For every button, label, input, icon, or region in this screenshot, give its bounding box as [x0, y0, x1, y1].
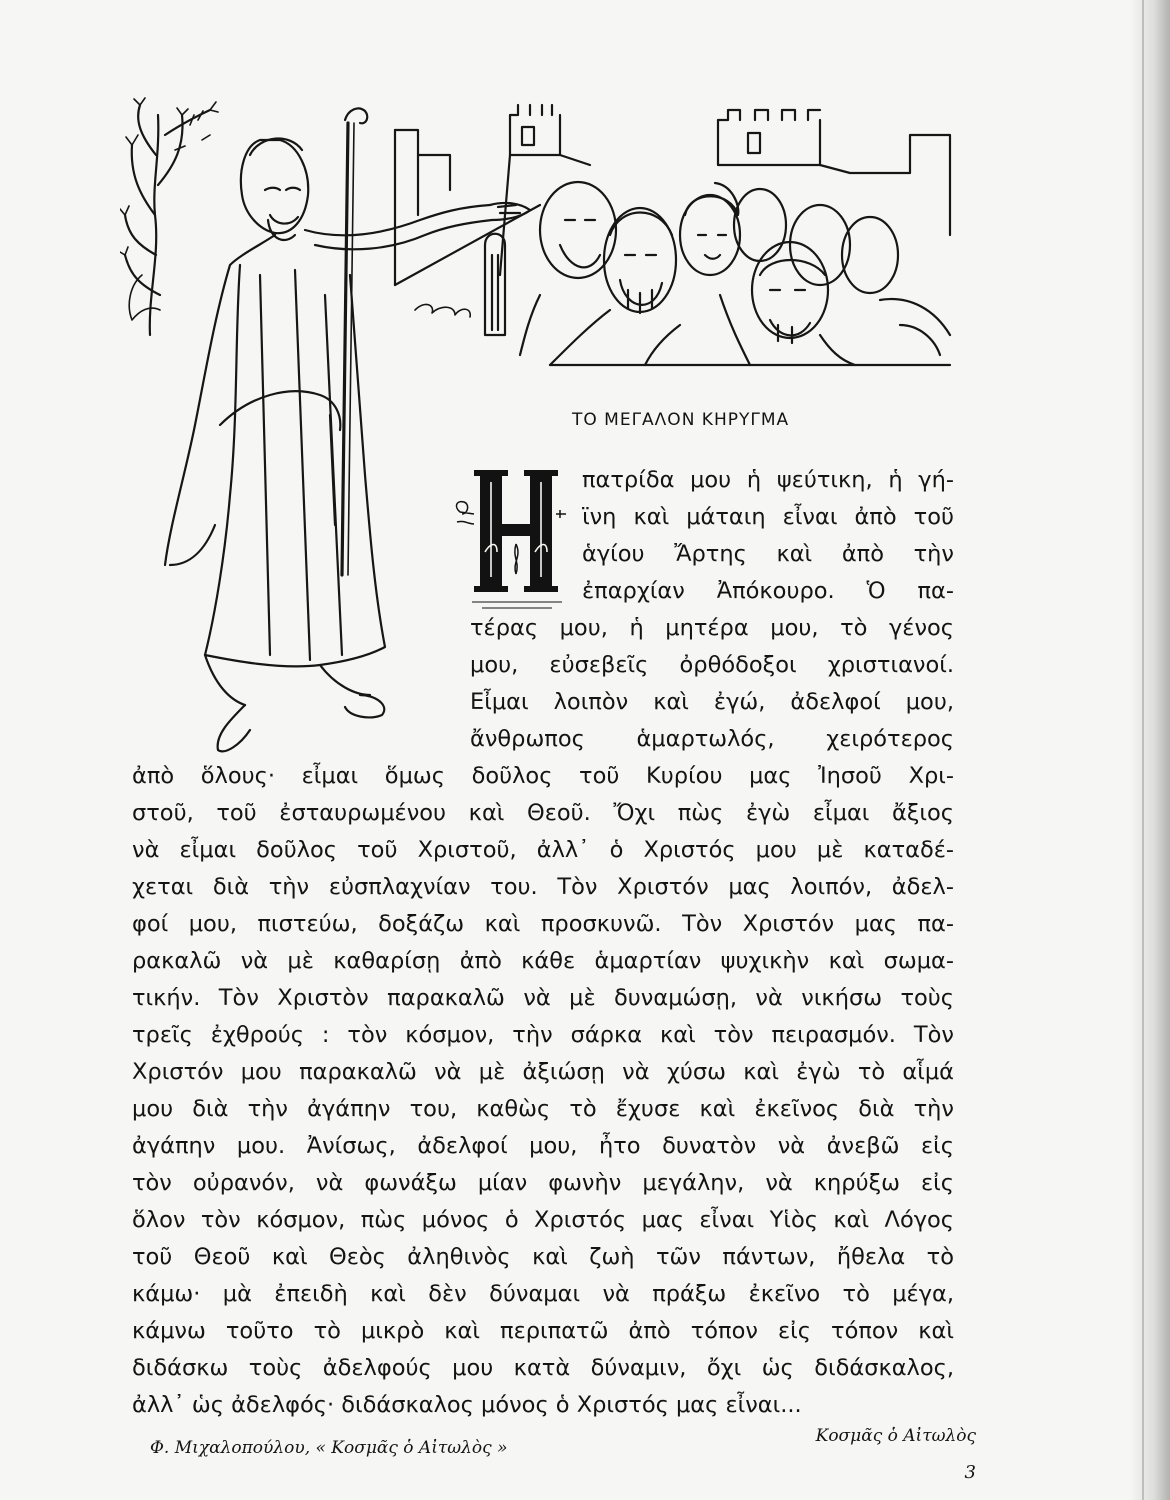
text-line: χεται διὰ τὴν εὐσπλαχνίαν του. Τὸν Χριστόν μας λοιπόν, ἀδελ-	[132, 874, 954, 900]
text-line: κάμω· μὰ ἐπειδὴ καὶ δὲν δύναμαι νὰ πράξω ἐκεῖνο τὸ μέγα,	[132, 1281, 954, 1307]
drop-cap-ornament	[452, 462, 572, 622]
tree-drawing	[120, 98, 218, 335]
text-line: τοῦ Θεοῦ καὶ Θεὸς ἀληθινὸς καὶ ζωὴ τῶν πάντων, ἤθελα τὸ	[132, 1244, 954, 1270]
text-line: Εἶμαι λοιπὸν καὶ ἐγώ, ἀδελφοί μου,	[470, 689, 954, 715]
text-line: στοῦ, τοῦ ἐσταυρωμένου καὶ Θεοῦ. Ὄχι πὼς ἐγὼ εἶμαι ἄξιος	[132, 800, 954, 826]
text-line: διδάσκω τοὺς ἀδελφούς μου κατὰ δύναμιν, ὄχι ὡς διδάσκαλος,	[132, 1355, 954, 1381]
page-number: 3	[964, 1462, 976, 1483]
text-line: τρεῖς ἐχθρούς : τὸν κόσμον, τὴν σάρκα καὶ τὸν πειρασμόν. Τὸν	[132, 1022, 954, 1048]
text-line: ρακαλῶ νὰ μὲ καθαρίσῃ ἀπὸ κάθε ἁμαρτίαν ψυχικὴν καὶ σωμα-	[132, 948, 954, 974]
text-line: ἐπαρχίαν Ἀπόκουρο. Ὁ πα-	[582, 578, 954, 604]
text-line: μου, εὐσεβεῖς ὀρθόδοξοι χριστιανοί.	[470, 652, 954, 678]
text-line: ἀλλ᾽ ὡς ἀδελφός· διδάσκαλος μόνος ὁ Χριστός μας εἶναι...	[132, 1392, 802, 1418]
crowd-drawing	[520, 182, 950, 365]
text-line: ὅλον τὸν κόσμον, πὼς μόνος ὁ Χριστός μας εἶναι Υἱὸς καὶ Λόγος	[132, 1207, 954, 1233]
source-caption: Φ. Μιχαλοπούλου, « Κοσμᾶς ὁ Αἰτωλὸς »	[150, 1438, 508, 1458]
text-line: ϊνη καὶ μάταιη εἶναι ἀπὸ τοῦ	[582, 504, 954, 530]
flourish-ornament	[415, 304, 470, 317]
text-line: τικήν. Τὸν Χριστὸν παρακαλῶ νὰ μὲ δυναμώσῃ, νὰ νικήσω τοὺς	[132, 985, 954, 1011]
article-title: ΤΟ ΜΕΓΑΛΟΝ ΚΗΡΥΓΜΑ	[572, 410, 790, 430]
page-gutter-shadow	[1130, 0, 1170, 1500]
text-line: πατρίδα μου ἡ ψεύτικη, ἡ γή-	[582, 467, 954, 493]
text-line: μου διὰ τὴν ἀγάπην του, καθὼς τὸ ἔχυσε καὶ ἐκεῖνος διὰ τὴν	[132, 1096, 954, 1122]
text-line: ἀγάπην μου. Ἀνίσως, ἀδελφοί μου, ἦτο δυνατὸν νὰ ἀνεβῶ εἰς	[132, 1133, 954, 1159]
text-line: κάμνω τοῦτο τὸ μικρὸ καὶ περιπατῶ ἀπὸ τόπον εἰς τόπον καὶ	[132, 1318, 954, 1344]
drop-cap	[452, 462, 572, 622]
city-wall-drawing	[395, 105, 950, 335]
text-line: ἄνθρωπος ἁμαρτωλός, χειρότερος	[470, 726, 954, 752]
text-line: φοί μου, πιστεύω, δοξάζω καὶ προσκυνῶ. Τὸν Χριστόν μας πα-	[132, 911, 954, 937]
text-line: τὸν οὐρανόν, νὰ φωνάξω μίαν φωνὴν μεγάλην, νὰ κηρύξω εἰς	[132, 1170, 954, 1196]
text-line: νὰ εἶμαι δοῦλος τοῦ Χριστοῦ, ἀλλ᾽ ὁ Χριστός μου μὲ καταδέ-	[132, 837, 954, 863]
text-line: Χριστόν μου παρακαλῶ νὰ μὲ ἀξιώσῃ νὰ χύσω καὶ ἐγὼ τὸ αἷμά	[132, 1059, 954, 1085]
author-caption: Κοσμᾶς ὁ Αἰτωλὸς	[815, 1426, 976, 1446]
text-line: ἁγίου Ἄρτης καὶ ἀπὸ τὴν	[582, 541, 954, 567]
text-line: ἀπὸ ὅλους· εἶμαι ὅμως δοῦλος τοῦ Κυρίου μας Ἰησοῦ Χρι-	[132, 763, 954, 789]
text-line: τέρας μου, ἡ μητέρα μου, τὸ γένος	[470, 615, 954, 641]
